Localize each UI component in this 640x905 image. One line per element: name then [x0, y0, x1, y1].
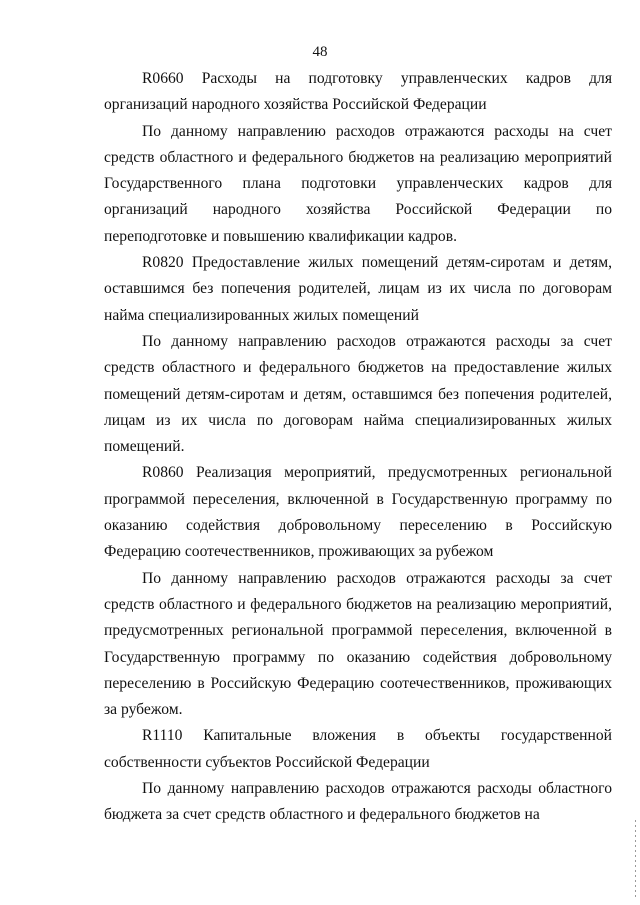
scan-edge-mark	[635, 820, 636, 900]
document-body	[104, 66, 612, 829]
paragraph-r1110-description: По данному направлению расходов отражаются расходы областного бюджета за счет средств областного и федерального бюджетов на	[104, 780, 612, 824]
heading-r0820: R0820 Предоставление жилых помещений детям-сиротам и детям, оставшимся без попечения родителей, лицам из их числа по договорам найма специализированных жилых помещений	[104, 254, 612, 324]
paragraph-r0820-description: По данному направлению расходов отражаются расходы за счет средств областного и федерального бюджетов на предоставление жилых помещений детям-сиротам и детям, оставшимся без попечения родителей, лицам из их числа по договорам найма специализированных жилых помещений.	[104, 332, 612, 456]
page-number: 48	[312, 44, 328, 60]
paragraph-r0860-description: По данному направлению расходов отражаются расходы за счет средств областного и федерального бюджетов на реализацию мероприятий, предусмотренных региональной программой переселения, включенной в Государственную программу по оказанию содействия добровольному переселению в Российскую Федерацию соотечественников, проживающих за рубежом.	[104, 569, 612, 719]
heading-r0860: R0860 Реализация мероприятий, предусмотренных региональной программой переселения, включенной в Государственную программу по оказанию содействия добровольному переселению в Российскую Федерацию соотечественников, проживающих за рубежом	[104, 464, 612, 561]
heading-r0660: R0660 Расходы на подготовку управленческих кадров для организаций народного хозяйства Российской Федерации	[104, 70, 612, 114]
paragraph-r0660-description: По данному направлению расходов отражаются расходы на счет средств областного и федерального бюджетов на реализацию мероприятий Государственного плана подготовки управленческих кадров для организаций народного хозяйства Российской Федерации по переподготовке и повышению квалификации кадров.	[104, 122, 612, 245]
heading-r1110: R1110 Капитальные вложения в объекты государственной собственности субъектов Российской Федерации	[104, 727, 612, 771]
